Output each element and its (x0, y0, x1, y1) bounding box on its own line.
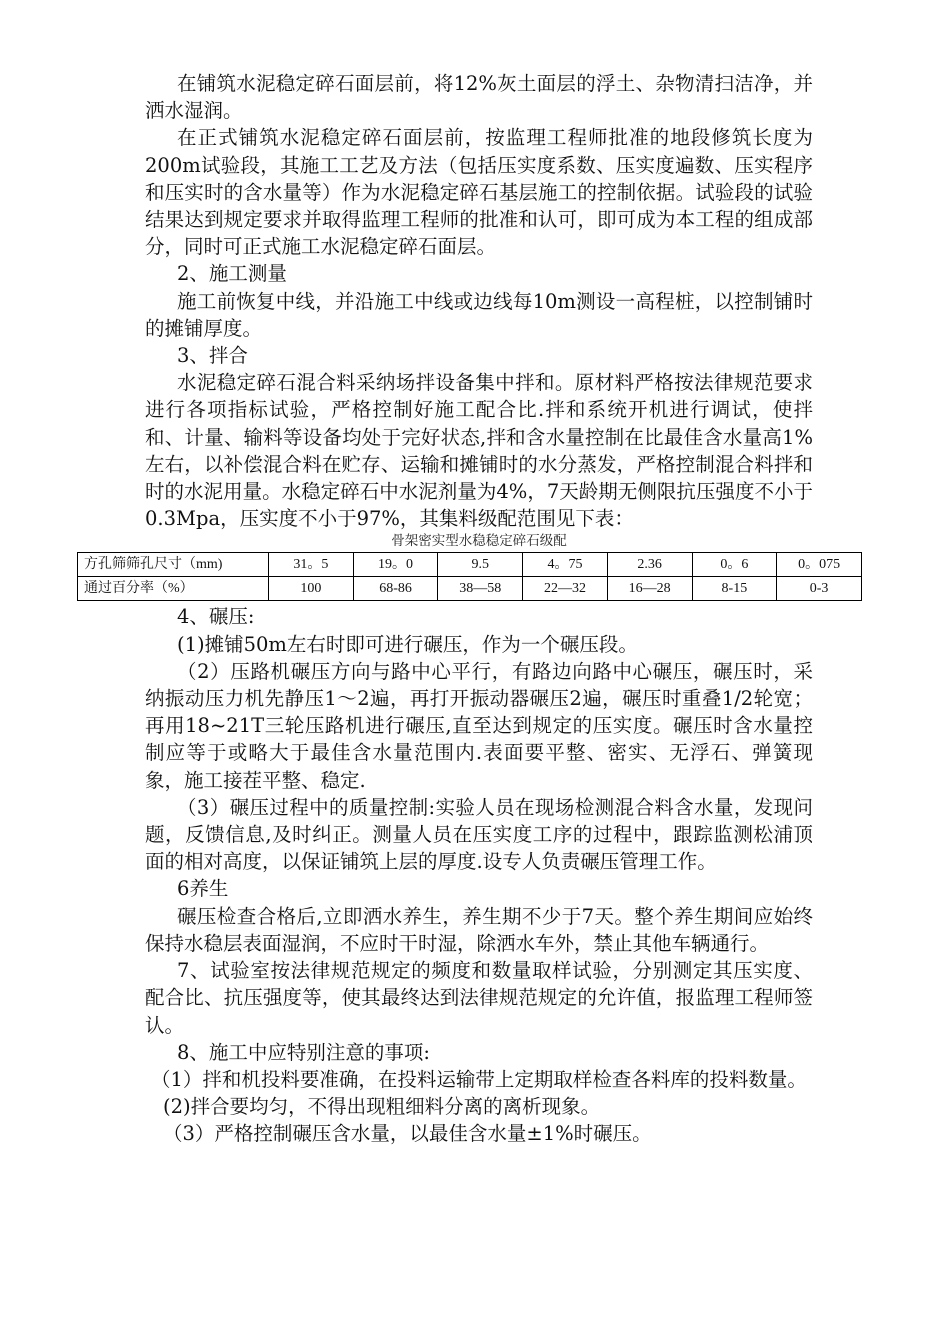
table-caption: 骨架密实型水稳稳定碎石级配 (391, 533, 567, 550)
table-cell: 0。075 (777, 553, 862, 577)
row-header: 通过百分率（%） (78, 577, 269, 601)
table-cell: 9.5 (438, 553, 523, 577)
table-cell: 8-15 (692, 577, 777, 601)
table-cell: 4。75 (523, 553, 608, 577)
paragraph: (2)拌合要均匀，不得出现粗细料分离的离析现象。 (163, 1095, 601, 1119)
table-cell: 68-86 (353, 577, 438, 601)
paragraph: 6养生 (177, 877, 229, 901)
table-cell: 31。5 (269, 553, 354, 577)
document-page (84, 70, 841, 1148)
table-cell: 22—32 (523, 577, 608, 601)
table-cell: 2.36 (607, 553, 692, 577)
paragraph: 7、试验室按法律规范规定的频度和数量取样试验，分别测定其压实度、配合比、抗压强度等，使其最终达到法律规范规定的允许值，报监理工程师签认。 (145, 959, 813, 1037)
table-row (78, 553, 862, 577)
paragraph: (1)摊铺50m左右时即可进行碾压，作为一个碾压段。 (177, 632, 638, 656)
paragraph: （3）碾压过程中的质量控制:实验人员在现场检测混合料含水量，发现问题，反馈信息,及时纠正。测量人员在压实度工序的过程中，跟踪监测松浦顶面的相对高度，以保证铺筑上层的厚度.设专人负责碾压管理工作。 (145, 795, 813, 874)
table-cell: 0。6 (692, 553, 777, 577)
gradation-table (77, 552, 862, 601)
paragraph: 3、拌合 (177, 344, 248, 368)
paragraph: （2）压路机碾压方向与路中心平行，有路边向路中心碾压，碾压时，采纳振动压力机先静压1～2遍，再打开振动器碾压2遍，碾压时重叠1/2轮宽；再用18~21T三轮压路机进行碾压,直至达到规定的压实度。碾压时含水量控制应等于或略大于最佳含水量范围内.表面要平整、密实、无浮石、弹簧现象，施工接茬平整、稳定. (145, 659, 813, 792)
table-cell: 16—28 (607, 577, 692, 601)
table-cell: 19。0 (353, 553, 438, 577)
paragraph: 8、施工中应特别注意的事项: (177, 1040, 430, 1064)
paragraph: 施工前恢复中线，并沿施工中线或边线每10m测设一高程桩，以控制铺时的摊铺厚度。 (145, 289, 813, 340)
text-block-bottom (145, 603, 813, 1147)
paragraph: 水泥稳定碎石混合料采纳场拌设备集中拌和。原材料严格按法律规范要求进行各项指标试验，严格控制好施工配合比.拌和系统开机进行调试，使拌和、计量、输料等设备均处于完好状态,拌和含水量控制在比最佳含水量高1%左右，以补偿混合料在贮存、运输和摊铺时的水分蒸发，严格控制混合料拌和时的水泥用量。水稳定碎石中水泥剂量为4%，7天龄期无侧限抗压强度不小于0.3Mpa，压实度不小于97%，其集料级配范围见下表： (145, 371, 813, 531)
table-cell: 100 (269, 577, 354, 601)
table-cell: 38—58 (438, 577, 523, 601)
paragraph: （1）拌和机投料要准确，在投料运输带上定期取样检查各料库的投料数量。 (151, 1067, 807, 1091)
paragraph: 2、施工测量 (177, 262, 287, 286)
paragraph: 4、碾压: (177, 605, 255, 629)
paragraph: （3）严格控制碾压含水量，以最佳含水量±1%时碾压。 (163, 1122, 652, 1146)
row-header: 方孔筛筛孔尺寸（mm) (78, 553, 269, 577)
paragraph: 在正式铺筑水泥稳定碎石面层前，按监理工程师批准的地段修筑长度为200m试验段，其施工工艺及方法（包括压实度系数、压实度遍数、压实程序和压实时的含水量等）作为水泥稳定碎石基层施工的控制依据。试验段的试验结果达到规定要求并取得监理工程师的批准和认可，即可成为本工程的组成部分，同时可正式施工水泥稳定碎石面层。 (145, 126, 813, 259)
table-row (78, 577, 862, 601)
paragraph: 碾压检查合格后,立即洒水养生，养生期不少于7天。整个养生期间应始终保持水稳层表面湿润，不应时干时湿，除洒水车外，禁止其他车辆通行。 (145, 904, 813, 955)
table-cell: 0-3 (777, 577, 862, 601)
text-block-top (145, 70, 813, 532)
paragraph: 在铺筑水泥稳定碎石面层前，将12%灰土面层的浮土、杂物清扫洁净，并洒水湿润。 (145, 72, 813, 123)
